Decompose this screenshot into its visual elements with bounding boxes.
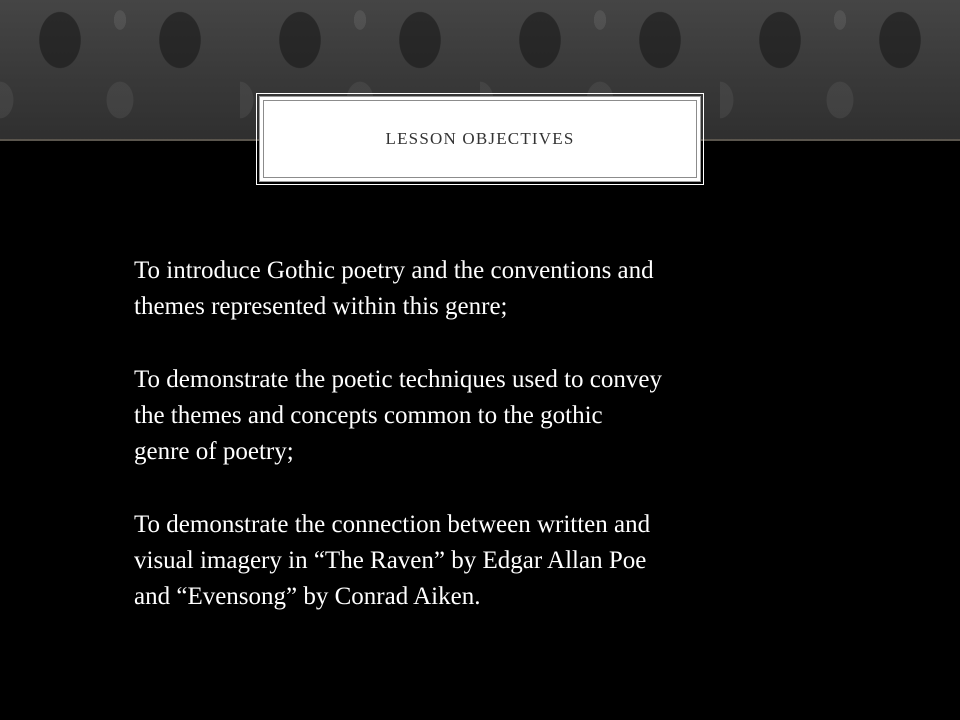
objectives-list — [134, 253, 814, 615]
title-box — [259, 96, 701, 182]
objective-item: To introduce Gothic poetry and the conventions and themes represented within this genre; — [134, 257, 654, 320]
objective-item: To demonstrate the connection between written and visual imagery in “The Raven” by Edgar Allan Poe and “Evensong” by Conrad Aiken. — [134, 511, 651, 610]
slide-title: LESSON OBJECTIVES — [385, 129, 575, 148]
objective-item: To demonstrate the poetic techniques used to convey the themes and concepts common to the gothic genre of poetry; — [134, 366, 662, 465]
